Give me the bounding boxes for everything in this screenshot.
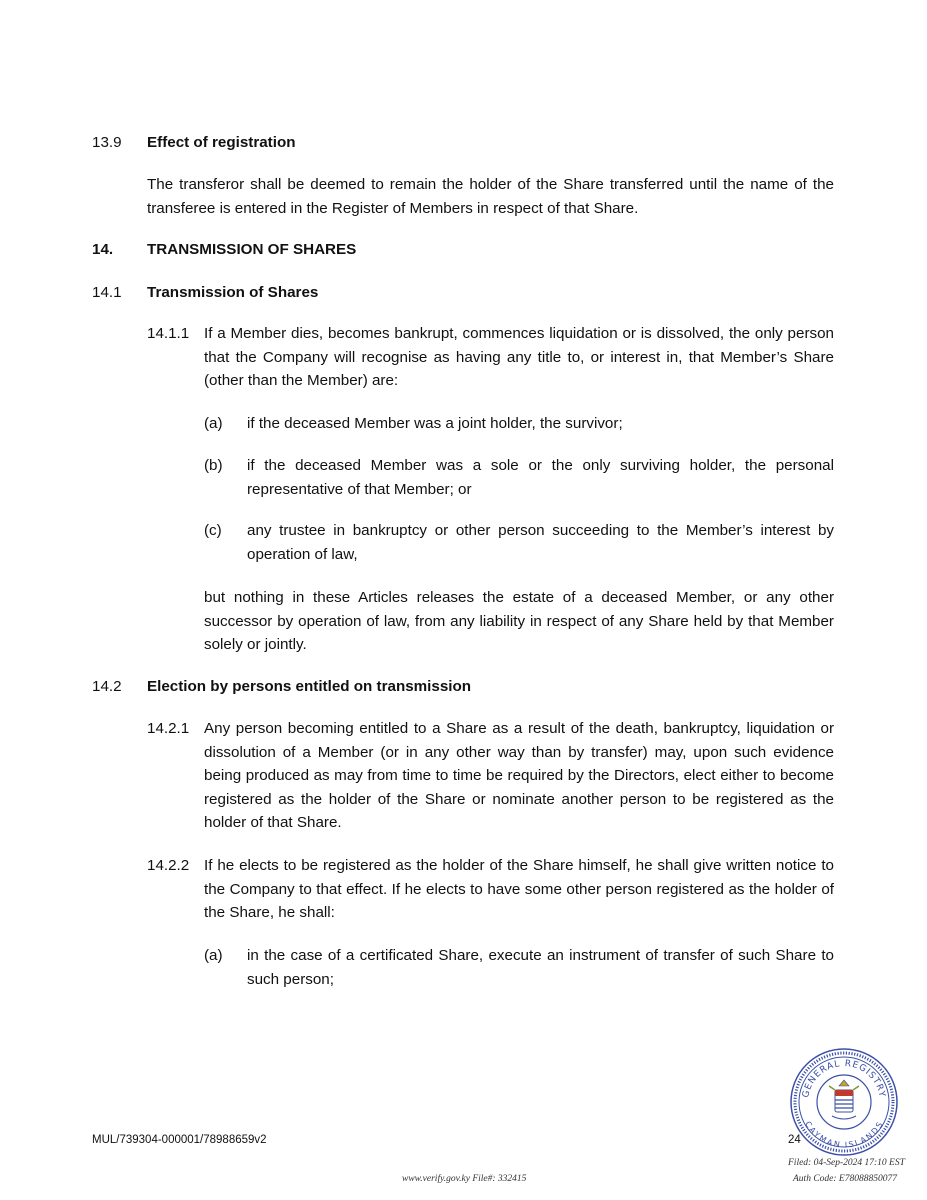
section-14-2-1-body: Any person becoming entitled to a Share as a result of the death, bankruptcy, liquidation or dissolution of a Member (or in any other way than by transfer) may, upon such evidence being produced as may from time to time be required by the Directors, elect either to become registered as the holder of the Share or nominate another person to be registered as the holder of that Share.	[204, 720, 834, 831]
coat-of-arms-icon	[829, 1080, 859, 1119]
filed-stamp: Filed: 04-Sep-2024 17:10 EST	[788, 1158, 905, 1168]
section-14-2-2-number: 14.2.2	[147, 857, 190, 874]
item-b-label: (b)	[204, 457, 223, 474]
section-14-1-1-body: If a Member dies, becomes bankrupt, commences liquidation or is dissolved, the only person that the Company will recognise as having any title to, or interest in, that Member’s Share (other than the Member) are:	[204, 325, 834, 389]
section-14-1-1-number: 14.1.1	[147, 325, 190, 342]
item-a-text: if the deceased Member was a joint holder, the survivor;	[247, 415, 623, 432]
seal-bottom-text: CAYMAN ISLANDS	[803, 1119, 885, 1150]
section-13-9-body: The transferor shall be deemed to remain the holder of the Share transferred until the name of the transferee is entered in the Register of Members in respect of that Share.	[147, 176, 834, 217]
verification-link[interactable]: www.verify.gov.ky File#: 332415	[402, 1174, 527, 1184]
auth-code: Auth Code: E78088850077	[793, 1174, 897, 1184]
item-a-label: (a)	[204, 415, 223, 432]
seal-top-text: GENERAL REGISTRY	[801, 1058, 887, 1099]
section-13-9-heading: Effect of registration	[147, 134, 296, 151]
item-2-a-label: (a)	[204, 947, 223, 964]
section-14-2-heading: Election by persons entitled on transmission	[147, 678, 472, 695]
item-c-text: any trustee in bankruptcy or other person succeeding to the Member’s interest by operation of law,	[247, 522, 834, 563]
section-14-1-heading: Transmission of Shares	[147, 284, 319, 301]
section-14-2-2-body: If he elects to be registered as the holder of the Share himself, he shall give written notice to the Company to that effect. If he elects to have some other person registered as the holder of the Share, he shall:	[204, 857, 834, 921]
item-b-text: if the deceased Member was a sole or the only surviving holder, the personal representative of that Member; or	[247, 457, 834, 498]
section-13-9-number: 13.9	[92, 134, 122, 151]
section-14-2-number: 14.2	[92, 678, 122, 695]
section-14-number: 14.	[92, 241, 114, 258]
section-14-2-1-number: 14.2.1	[147, 720, 190, 737]
general-registry-seal	[788, 1046, 900, 1158]
item-2-a-text: in the case of a certificated Share, execute an instrument of transfer of such Share to such person;	[247, 947, 834, 988]
item-c-label: (c)	[204, 522, 222, 539]
page-number: 24	[788, 1134, 801, 1146]
section-14-heading: TRANSMISSION OF SHARES	[147, 241, 357, 258]
section-14-1-number: 14.1	[92, 284, 122, 301]
document-reference: MUL/739304-000001/78988659v2	[92, 1134, 267, 1146]
section-14-1-1-tail: but nothing in these Articles releases the estate of a deceased Member, or any other successor by operation of law, from any liability in respect of any Share held by that Member solely or jointly.	[204, 589, 834, 653]
